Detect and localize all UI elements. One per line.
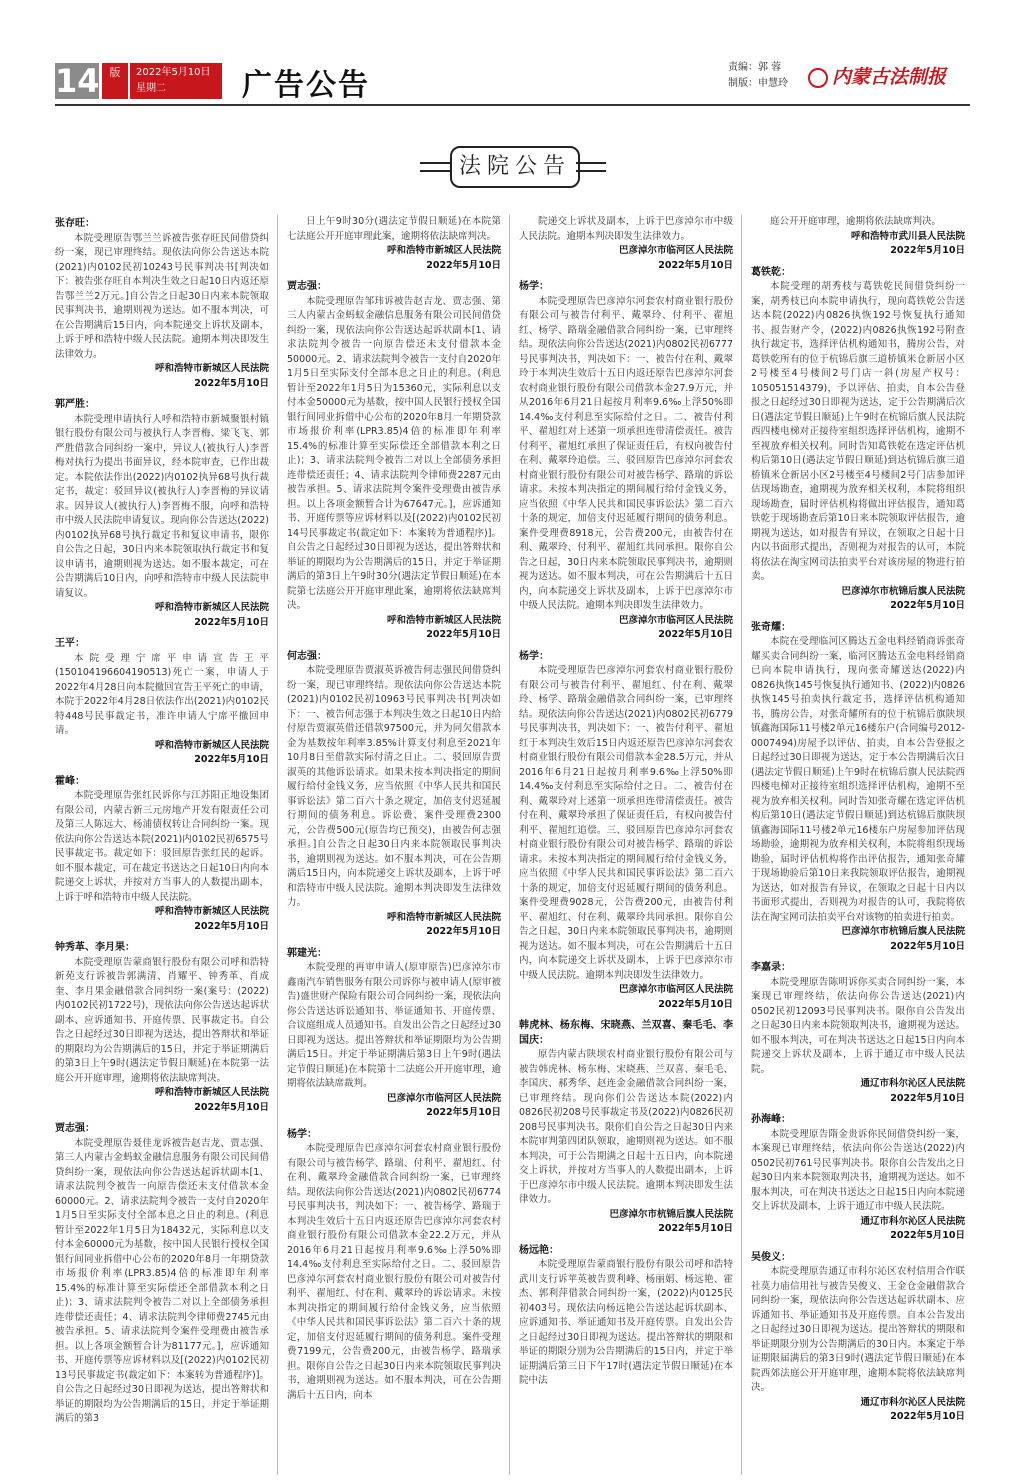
notice-date: 2022年5月10日 [890,940,965,952]
court-notice-banner [420,142,606,188]
notice-body: 本院受理原告巴彦淖尔河套农村商业银行股份有限公司与被告付利平、戴翠玲、付利平、翟旭红、杨学、路瑞金融借款合同纠纷一案，已审理终结。现依法向你公告送达(2021)内0802民初6777号民事判决书，判决如下：一、被告付在利、戴翠玲于本判决生效后十五日内返还原告巴彦淖尔河套农村商业银行股份有限公司借款本金27.9万元，并从2016年6月21日起按月利率9.6‰上浮50%即14.4‰支付利息至实际给付之日。二、被告付利平、翟旭红对上述第一项承担连带清偿责任。被告付利平、翟旭红承担了保证责任后，有权向被告付在利、戴翠玲追偿。三、驳回原告巴彦淖尔河套农村商业银行股份有限公司对被告杨学、路瑞的诉讼请求。未按本判决指定的期间履行给付金钱义务，应当依照《中华人民共和国民事诉讼法》第二百六十条的规定，加倍支付迟延履行期间的债务利息。案件受理费8918元，公告费200元，由被告付在利、戴翠玲、付利平、翟旭红共同承担。限你自公告之日起，30日内来本院领取民事判决书，逾期则视为送达。如不服本判决，可在公告期满后十五日内，向本院递交上诉状及副本，上诉于巴彦淖尔市中级人民法院。逾期本判决即发生法律效力。 [519,295,733,611]
credits [728,60,788,92]
notice-date: 2022年5月10日 [194,920,269,932]
notice-court: 呼和浩特市武川县人民法院 [850,230,965,242]
notice-court: 呼和浩特市新城区人民法院 [154,602,269,613]
header-rule [55,104,970,106]
notice-body: 本院受理原告鄂兰兰诉被告张存旺民间借贷纠纷一案，现已审理终结。现依法向你公告送达本院(2021)内0102民初10243号民事判决书[判决如下：被告张存旺自本判决生效之日起10日内返还原告鄂兰兰2万元。]自公告之日起30日内来本院领取民事判决书，逾期则视为送达。如不服本判决，可在公告期满后15日内，向本院递交上诉状及副本，上诉于呼和浩特中级人民法院。逾期本判决即发生法律效力。 [55,232,269,360]
producer-credit: 制版：申慧玲 [728,78,788,89]
page-number: 14 [55,62,100,100]
notice-body: 本院受理宁席平申请宣告王平(150104196604190513)死亡一案，申请人于2022年4月28日向本院撤回宣告王平死亡的申请，本院于2022年4月28日依法作出(2021)内0102民特448号民事裁定书，准许申请人宁席平撤回申请。 [55,652,269,736]
column-1 [55,215,269,1475]
notice-date: 2022年5月10日 [194,754,269,765]
notice-body: 本院受理原告巴彦淖尔河套农村商业银行股份有限公司与被告杨学、路瑞、付利平、翟旭红、付在利、戴翠玲金融借款合同纠纷一案，已审理终结。现依法向你公告送达(2021)内0802民初6774号民事判决书，判决如下：一、被告杨学、路瑞于本判决生效后十五日内返还原告巴彦淖尔河套农村商业银行股份有限公司借款本金22.2万元，并从2016年6月21日起按月利率9.6‰上浮50%即14.4‰支付利息至实际给付之日。二、驳回原告巴彦淖尔河套农村商业银行股份有限公司对被告付利平、翟旭红、付在利、戴翠玲的诉讼请求。未按本判决指定的期间履行给付金钱义务，应当依照《中华人民共和国民事诉讼法》第二百六十条的规定，加倍支付迟延履行期间的债务利息。案件受理费7199元，公告费200元，由被告杨学、路瑞承担。限你自公告之日起30日内来本院领取民事判决书，逾期则视为送达。如不服本判决，可在公告期满后十五日内，向本 [287,1143,501,1401]
notice-body: 原告内蒙古陕坝农村商业银行股份有限公司与被告韩虎林、杨东梅、宋晓燕、兰双喜、秦毛毛、李国庆、郝秀华、赵连金金融借款合同纠纷一案，已审理终结。现向你们公告送达本院(2022)内0826民初208号民事裁定书及(2022)内0826民初208号民事判决书。限你们自公告之日起30日内来本院审判第四团队领取，逾期则视为送达。如不服本判决，可于公告期满之日起十五日内，向本院递交上诉状，并按对方当事人的人数提出副本，上诉于巴彦淖尔市中级人民法院。逾期本判决即发生法律效力。 [519,1049,733,1205]
column-2 [287,215,501,1475]
notice-court: 通辽市科尔沁区人民法院 [860,1215,965,1227]
notice-addressee: 贾志强： [287,281,327,292]
editor-credit: 责编：郭 蓉 [728,62,782,73]
notice-court: 呼和浩特市新城区人民法院 [154,1087,269,1098]
notice-addressee: 杨学： [519,281,549,292]
notice-body: 本院受理原告蒙商银行股份有限公司呼和浩特武川支行诉苹英被告贾利峰、杨丽娟、杨远艳、霍杰、郭利萍借款合同纠纷一案，(2022)内0125民初403号。现依法向杨远艳公告送达起诉状副本、应诉通知书、举证通知书及开庭传票。自发出公告之日起经过30日即视为送达。提出答辩状的期限和举证的期限分别为公告期满后的15日内，并定于举证期满后第三日下午17时(遇法定节假日顺延)在本院中法 [519,1259,733,1386]
notice-addressee: 吴俊义： [751,1251,791,1263]
column-3 [519,215,733,1475]
notice-court: 通辽市科尔沁区人民法院 [860,1396,965,1408]
column-divider [277,215,278,1475]
column-4 [751,215,965,1475]
notice-date: 2022年5月10日 [658,629,733,640]
notice-court: 巴彦淖尔市杭锦后旗人民法院 [609,1208,733,1220]
notice-date: 2022年5月10日 [194,377,269,389]
notice-court: 呼和浩特市新城区人民法院 [386,245,501,256]
notice-date: 2022年5月10日 [194,1101,269,1113]
notice-court: 呼和浩特市新城区人民法院 [386,911,501,923]
notice-date: 2022年5月10日 [890,1230,965,1241]
notice-date: 2022年5月10日 [890,600,965,611]
notice-body: 本院受理申请执行人呼和浩特市新城聚银村镇银行股份有限公司与被执行人李晋梅、梁飞飞、郭严胜借款合同纠纷一案中，异议人(被执行人)李晋梅对执行为提出书面异议，经本院审查，已作出裁定。本院依法作出(2022)内0102执异68号执行裁定书，裁定：驳回异议(被执行人)李晋梅的异议请求。因异议人(被执行人)李晋梅不服，向呼和浩特市中级人民法院申请复议。现向你公告送达(2022)内0102执异68号执行裁定书和复议申请书，限你自公告之日起，30日内来本院领取执行裁定书和复议申请书，逾期则视为送达。如不服本裁定，可在公告期满后10日内，向呼和浩特市中级人民法院申请复议。 [55,413,269,599]
notice-court: 巴彦淖尔市临河区人民法院 [618,614,733,626]
notice-addressee: 孙海峰： [751,1114,791,1125]
notice-addressee: 韩虎林、杨东梅、宋晓燕、兰双喜、秦毛毛、李国庆： [519,1020,733,1046]
notice-addressee: 霍峰： [55,775,85,787]
newspaper-name: 内蒙古法制报 [832,66,947,88]
notice-body: 本院在受理临河区腾达五金电料经销商诉张奇耀买卖合同纠纷一案，临河区腾达五金电料经销商已向本院申请执行，现向张奇耀送达(2022)内0826执恢145号恢复执行通知书、(2022)内0826执恢145号拍卖执行裁定书，选择评估机构通知书，腾房公告，对张奇耀所有的位于杭锦后旗陕坝镇鑫海国际11号楼2单元16楼东户(合同编号2012-0007494)房屋予以评估、拍卖，自本公告登报之日起经过30日即视为送达，定于本公告期满后次日(遇法定节假日顺延)上午9时在杭锦后旗人民法院西四楼电梯对正接待室组织选择评估机构，逾期不至视为放弃相关权利。同时告知张奇耀在选定评估机构后第10日(遇法定节假日顺延)到达杭锦后旗陕坝镇鑫海国际11号楼2单元16楼东户房屋参加评估现场勘验，逾期视为放弃相关权利，本院将组织现场勘验，届时评估机构将作出评估报告，通知张奇耀于现场勘验后第10日来我院领取评估报告，逾期视为送达，如对报告有异议，在领取之日起十日内以书面形式提出，否则视为对报告的认可，我院将依法在淘宝网司法拍卖平台对该物的拍卖进行拍卖。 [751,636,965,923]
notice-date: 2022年5月10日 [426,1107,501,1118]
issue-weekday: 星期二 [136,83,166,94]
notice-body: 本院受理原告巴彦淖尔河套农村商业银行股份有限公司与被告付利平、翟旭红、付在利、戴翠玲、杨学、路瑞金融借款合同纠纷一案，已审理终结。现依法向你公告送达(2021)内0802民初6779号民事判决书，判决如下：一、被告付利平、翟旭红于本判决生效后15日内返还原告巴彦淖尔河套农村商业银行股份有限公司借款本金28.5万元，并从2016年6月21日起按月利率9.6‰上浮50%即14.4‰支付利息至实际给付之日。二、被告付在利、戴翠玲对上述第一项承担连带清偿责任。被告付在利、戴翠玲承担了保证责任后，有权向被告付利平、翟旭红追偿。三、驳回原告巴彦淖尔河套农村商业银行股份有限公司对被告杨学、路瑞的诉讼请求。未按本判决指定的期间履行给付金钱义务，应当依照《中华人民共和国民事诉讼法》第二百六十条的规定，加倍支付迟延履行期间的债务利息。案件受理费9028元，公告费200元，由被告付利平、翟旭红、付在利、戴翠玲共同承担。限你自公告之日起，30日内来本院领取民事判决书，逾期则视为送达。如不服本判决，可在公告期满后十五日内，向本院递交上诉状及副本，上诉于巴彦淖尔市中级人民法院。逾期本判决即发生法律效力。 [519,665,733,981]
notice-body: 本院受理原告通辽市科尔沁区农村信用合作联社莫力庙信用社与被告吴俊义、王金仓金融借款合同纠纷一案，现依法向你公告送达起诉状副本、应诉通知书、举证通知书及开庭传票。自本公告发出之日起经过30日即视为送达。提出答辩状的期限和举证期限分别为公告期满后的30日内。本案定于举证期限届满后的第3日9时(遇法定节假日顺延)在本院西郊法庭公开开庭审理，逾期本院将依法缺席判决。 [751,1266,965,1393]
notice-date: 2022年5月10日 [426,259,501,271]
issue-date-box [130,63,222,99]
notice-court: 呼和浩特市新城区人民法院 [154,363,269,374]
notice-addressee: 贾志强： [55,1123,95,1134]
notice-date: 2022年5月10日 [890,245,965,256]
notice-addressee: 葛铁乾： [751,266,791,278]
masthead [0,0,1024,120]
notice-body: 本院受理原告蒙商银行股份有限公司呼和浩特新苑支行诉被告郭满清、肖耀平、钟秀革、肖成奎、李月果金融借款合同纠纷一案(案号：(2022)内0102民初1722号)，现依法向你公告送达起诉状副本、应诉通知书、开庭传票、民事裁定书。自公告之日起经过30日即视为送达，提出答辩状和举证的期限均为公告期满后的15日，并定于举证期满后的第3日上午9时(遇法定节假日顺延)在本院第一法庭公开开庭审理，逾期将依法缺席判决。 [55,956,269,1084]
notice-date: 2022年5月10日 [890,1411,965,1422]
notice-date: 2022年5月10日 [426,629,501,640]
notice-date: 2022年5月10日 [658,259,733,271]
notice-court: 呼和浩特市新城区人民法院 [154,906,269,917]
notice-date: 2022年5月10日 [194,616,269,628]
banner-ornament-right [576,162,606,172]
notice-court: 通辽市科尔沁区人民法院 [860,1078,965,1089]
notice-addressee: 张存旺： [55,218,95,229]
notice-court: 呼和浩特市新城区人民法院 [154,739,269,751]
emblem-icon [808,68,828,88]
notice-body: 本院受理原告隋金贵诉你民间借贷纠纷一案，本案现已审理终结，依法向你公告送达(2022)内0502民初761号民事判决书。限你自公告发出之日起30日内来本院领取判决书，逾期视为送达。如不服本判决，可在判决书送达之日起15日内向本院递交上诉状及副本，上诉于通辽市中级人民法院。 [751,1128,965,1212]
notice-date: 2022年5月10日 [426,926,501,937]
notice-court: 巴彦淖尔市临河区人民法院 [618,984,733,995]
banner-title: 法院公告 [450,146,580,188]
notice-addressee: 郭建光： [287,947,327,959]
notice-addressee: 郭严胜： [55,399,95,410]
section-title: 广告公告 [242,68,370,103]
notice-addressee: 李嘉录： [751,962,791,973]
notice-body: 本院受理原告聂佳龙诉被告赵吉龙、贾志强、第三人内蒙古金蚂蚁金融信息服务有限公司民间借贷纠纷一案，现依法向你公告送达起诉状副本[1、请求法院判令被告一向原告偿还未支付借款本金60000元。2、请求法院判令被告一支付自2020年1月5日至实际支付全部本息之日止的利息。(利息暂计至2022年1月5日为18432元，实际利息以支付本金60000元为基数，按中国人民银行授权全国银行间同业拆借中心公布的2020年8月一年期贷款市场报价利率(LPR3.85)4倍的标准即年利率15.4%的标准计算至实际偿还全部借款本利之日止)；3、请求法院判令被告二对以上全部债务承担连带偿还责任；4、请求法院判令律师费2745元由被告承担。5、请求法院判令案件受理费由被告承担。以上各项金额暂合计为81177元。]，应诉通知书、开庭传票等应诉材料以及[(2022)内0102民初13号民事裁定书(裁定如下：本案转为普通程序)]。自公告之日起经过30日即视为送达，提出答辩状和举证的期限均为公告期满后的15日，并定于举证期满后的第3 [55,1137,269,1424]
notice-addressee: 何志强： [287,650,327,662]
page-ban-label: 版 [102,63,128,99]
notice-body: 院递交上诉状及副本，上诉于巴彦淖尔市中级人民法院。逾期本判决即发生法律效力。 [519,216,733,242]
notice-body: 本院受理原告张红民诉你与江苏阳正地设集团有限公司，内蒙古新三元房地产开发有限责任公司及第三人陈远大、杨浦债权转让合同纠纷一案。现依法向你公告送达本院(2021)内0102民初6575号民事裁定书。裁定如下：驳回原告张红民的起诉。如不服本裁定，可在裁定书送达之日起10日内向本院递交上诉状，并按对方当事人的人数提出副本，上诉于呼和浩特市中级人民法院。 [55,790,269,903]
notice-date: 2022年5月10日 [658,998,733,1010]
newspaper-logo [808,62,946,89]
notice-addressee: 杨远艳： [519,1244,559,1256]
notice-court: 巴彦淖尔市临河区人民法院 [618,245,733,256]
notice-body: 本院受理的再审申请人(原审原告)巴彦淖尔市鑫南汽车销售服务有限公司诉你与被申请人(原审被告)盛世财产保险有限公司合同纠纷一案，现依法向你公告送达诉讼通知书、举证通知书、开庭传票、合议庭组成人员通知书。自发出公告之日起经过30日即视为送达。提出答辩状和举证期限均为公告期满后15日。并定于举证期满后第3日上午9时(遇法定节假日顺延)在本院第十二法庭公开开庭审理，逾期将依法缺席裁判。 [287,962,501,1089]
notice-court: 巴彦淖尔市临河区人民法院 [386,1092,501,1104]
notice-body: 本院受理原告贾淑英诉被告何志强民间借贷纠纷一案，现已审理终结。现依法向你公告送达本院(2021)内0102民初10963号民事判决书[判决如下：一、被告何志强于本判决生效之日起10日内给付原告贾淑英借还借款97500元，并为同欠借款本金为基数按年利率3.85%计算支付利息至2021年10月8日至借款实际付清之日止。二、驳回原告贾淑英的其他诉讼请求。如果未按本判决指定的期间履行给付金钱义务，应当依照《中华人民共和国民事诉讼法》第二百六十条之规定，加倍支付迟延履行期间的债务利息。诉讼费、案件受理费2300元，公告费500元(原告均已预交)，由被告何志强承担。]自公告之日起30日内来本院领取民事判决书，逾期则视为送达。如不服本判决，可在公告期满后15日内，向本院递交上诉状及副本，上诉于呼和浩特市中级人民法院。逾期本判决即发生法律效力。 [287,665,501,908]
notice-addressee: 杨学： [519,650,549,662]
notice-body: 本院受理原告邹玮诉被告赵吉龙、贾志强、第三人内蒙古金蚂蚁金融信息服务有限公司民间借贷纠纷一案，现依法向你公告送达起诉状副本[1、请求法院判令被告一向原告偿还未支付借款本金50000元。2、请求法院判令被告一支付自2020年1月5日至实际支付全部本息之日止的利息。(利息暂计至2022年1月5日为15360元，实际利息以支付本金50000元为基数，按中国人民银行授权全国银行间同业拆借中心公布的2020年8月一年期贷款市场报价利率(LPR3.85)4倍的标准即年利率15.4%的标准计算至实际偿还全部借款本利之日止)；3、请求法院判令被告二对以上全部债务承担连带偿还责任；4、请求法院判令律师费2287元由被告承担。5、请求法院判令案件受理费由被告承担。以上各项金额暂合计为67647元。]，应诉通知书、开庭传票等应诉材料以及[(2022)内0102民初14号民事裁定书(裁定如下：本案转为普通程序)]。自公告之日起经过30日即视为送达，提出答辩状和举证的期限均为公告期满后的15日，并定于举证期满后的第3日上午9时30分(遇法定节假日顺延)在本院第七法庭公开开庭审理此案，逾期将依法缺席判决。 [287,295,501,611]
notice-court: 呼和浩特市新城区人民法院 [386,614,501,626]
notice-court: 巴彦淖尔市杭锦后旗人民法院 [841,585,965,597]
notice-body: 日上午9时30分(遇法定节假日顺延)在本院第七法庭公开开庭审理此案，逾期将依法缺席判决。 [287,216,501,242]
column-divider [509,215,510,1475]
notice-date: 2022年5月10日 [658,1223,733,1234]
notice-addressee: 张奇耀： [751,621,791,633]
notice-columns [55,215,975,1475]
notice-body: 庭公开开庭审理，逾期将依法缺席判决。 [770,216,942,227]
notice-court: 巴彦淖尔市杭锦后旗人民法院 [841,926,965,937]
notice-body: 本院受理原告陈明诉你买卖合同纠纷一案，本案现已审理终结，依法向你公告送达(2021)内0502民初12093号民事判决书。限你自公告发出之日起30日内来本院领取判决书，逾期视为送达。如不服本判决，可在判决书送达之日起15日内向本院递交上诉状及副本，上诉于通辽市中级人民法院。 [751,976,965,1075]
notice-addressee: 王平： [55,638,85,649]
issue-date: 2022年5月10日 [136,67,211,78]
notice-date: 2022年5月10日 [890,1092,965,1104]
notice-addressee: 钟秀革、李月果： [55,942,135,953]
notice-addressee: 杨学： [287,1128,317,1140]
column-divider [741,215,742,1475]
notice-body: 本院受理的胡秀枝与葛铁乾民间借贷纠纷一案，胡秀枝已向本院申请执行，现向葛铁乾公告送达本院(2022)内0826执恢192号恢复执行通知书、报告财产令，(2022)内0826执恢192号附查执行裁定书，选择评估机构通知书，腾房公告，对葛铁乾所有的位于杭锦后旗三道桥镇米仓新居小区2号楼至4号楼间2号门店一斜(房屋产权号：105051514379)，予以评估、拍卖，自本公告登报之日起经过30日即视为送达，定于公告期满后次日(遇法定节假日顺延)上午9时在杭锦后旗人民法院西四楼电梯对正接待室组织选择评估机构，逾期不至视放弃相关权利。同时告知葛铁乾在选定评估机构后第10日(遇法定节假日顺延)到达杭锦后旗三道桥镇米仓新居小区2号楼至4号楼间2号门店参加评估现场勘查，逾期视为放弃相关权利，本院将组织现场勘查，届时评估机构将做出评估报告，通知葛铁乾于现场勘查后第10日来本院领取评估报告，逾期视为送达，如对报告有异议，在领取之日起十日内以书面形式提出，否则视为对报告的认可，本院将依法在淘宝网司法拍卖平台对该房屋的物进行拍卖。 [751,281,965,582]
banner-ornament-left [420,162,450,172]
